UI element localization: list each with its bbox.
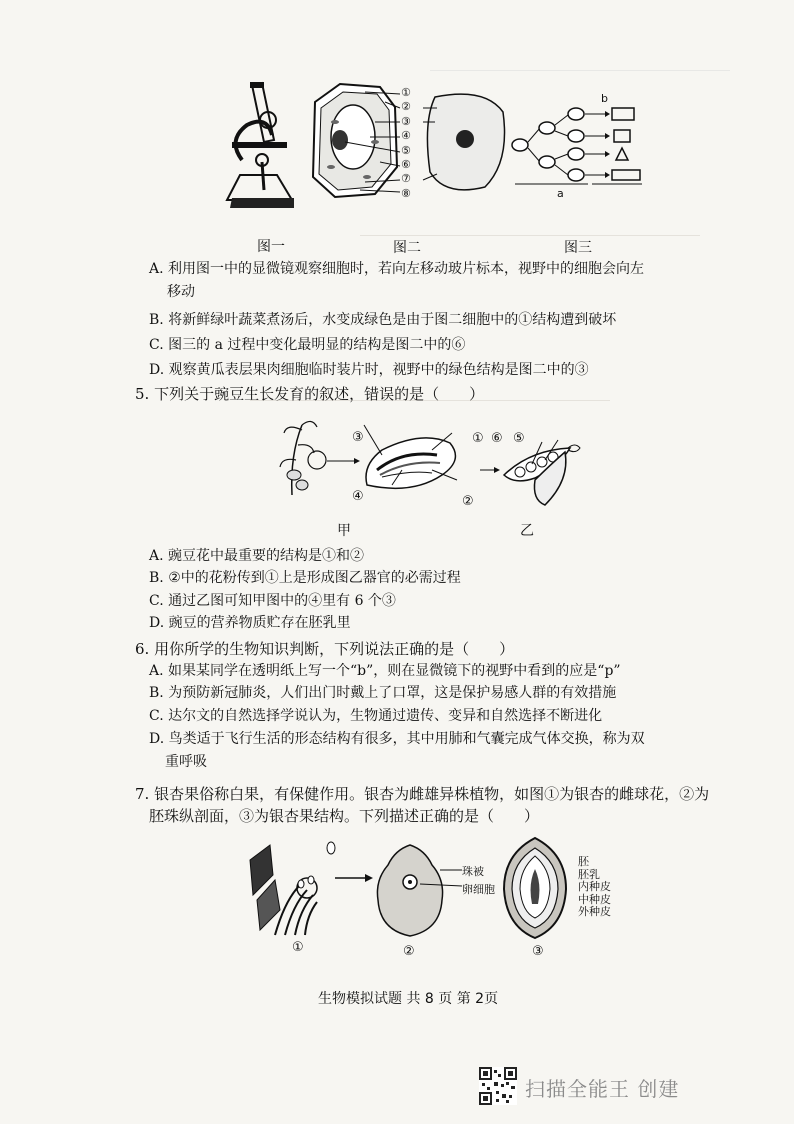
q6-option-d-continued: 重呼吸 [165,754,207,770]
q5-marker-5: ⑤ [513,431,525,446]
q5-fig-jia-caption: 甲 [337,523,351,539]
fig3-label-b: b [601,92,608,105]
q7-stem-line1: 7. 银杏果俗称白果，有保健作用。银杏为雌雄异株植物，如图①为银杏的雌球花，②为 [135,785,710,803]
q6-option-a: A. 如果某同学在透明纸上写一个“b”，则在显微镜下的视野中看到的应是“p” [149,663,621,679]
q6-option-b: B. 为预防新冠肺炎，人们出门时戴上了口罩，这是保护易感人群的有效措施 [149,685,617,701]
page-footer: 生物模拟试题 共 8 页 第 2页 [318,991,499,1007]
seed-label-endosperm: 胚乳 [578,867,600,881]
qr-code-icon [479,1067,517,1105]
bleed-through-decoration [360,235,700,236]
q7-stem-line2: 胚珠纵剖面，③为银杏果结构。下列描述正确的是（ ） [149,807,540,825]
q5-option-a: A. 豌豆花中最重要的结构是①和② [149,548,365,564]
fig2-caption: 图二 [393,240,421,256]
fig2-marker-list: ① ② ③ ④ ⑤ ⑥ ⑦ ⑧ [401,86,411,200]
q5-marker-2: ② [462,494,474,509]
fig3-label-a: a [557,187,564,200]
q5-fig-yi-caption: 乙 [520,523,534,539]
bleed-through-decoration [430,70,730,77]
q5-option-c: C. 通过乙图可知甲图中的④里有 6 个③ [149,593,396,609]
seed-label-list [578,856,611,919]
ginkgo-ovule-figure [370,840,450,940]
q5-marker-4: ④ [352,489,364,504]
ovule-leader-lines [420,868,465,890]
q5-marker-6: ⑥ [491,431,503,446]
q5-option-b: B. ②中的花粉传到①上是形成图乙器官的必需过程 [149,570,461,586]
seed-label-middle-coat: 中种皮 [578,892,611,906]
ginkgo-flower-figure [245,840,355,940]
q4-option-d: D. 观察黄瓜表层果肉细胞临时装片时，视野中的绿色结构是图二中的③ [149,362,589,378]
q6-option-c: C. 达尔文的自然选择学说认为，生物通过遗传、变异和自然选择不断进化 [149,708,603,724]
q6-stem: 6. 用你所学的生物知识判断，下列说法正确的是（ ） [135,640,515,658]
arrow-1-to-2 [335,872,375,884]
fig3-caption: 图三 [564,240,592,256]
q4-option-b: B. 将新鲜绿叶蔬菜煮汤后，水变成绿色是由于图二细胞中的①结构遭到破坏 [149,312,617,328]
pea-flower-figure [272,415,472,505]
q4-option-a-continued: 移动 [167,284,195,300]
ovule-label-integument: 珠被 [462,865,484,878]
seed-label-embryo: 胚 [578,855,589,868]
q5-option-d: D. 豌豆的营养物质贮存在胚乳里 [149,615,351,631]
ginkgo-marker-2: ② [403,944,415,959]
seed-label-outer-coat: 外种皮 [578,905,611,918]
fig1-caption: 图一 [257,239,285,255]
cell-division-figure [510,100,645,190]
q5-marker-3: ③ [352,430,364,445]
q5-marker-1: ① [472,431,484,446]
q5-stem: 5. 下列关于豌豆生长发育的叙述，错误的是（ ） [135,385,485,403]
ginkgo-marker-3: ③ [532,944,544,959]
scanner-watermark: 扫描全能王 创建 [525,1077,680,1101]
q4-option-a: A. 利用图一中的显微镜观察细胞时，若向左移动玻片标本，视野中的细胞会向左 [149,261,645,277]
q6-option-d: D. 鸟类适于飞行生活的形态结构有很多，其中用肺和气囊完成气体交换，称为双 [149,731,645,747]
seed-label-inner-coat: 内种皮 [578,880,611,893]
ovule-label-egg-cell: 卵细胞 [462,883,495,896]
microscope-figure [222,80,302,215]
ginkgo-marker-1: ① [292,940,304,955]
ginkgo-seed-figure [498,834,573,944]
q4-option-c: C. 图三的 a 过程中变化最明显的结构是图二中的⑥ [149,337,466,353]
